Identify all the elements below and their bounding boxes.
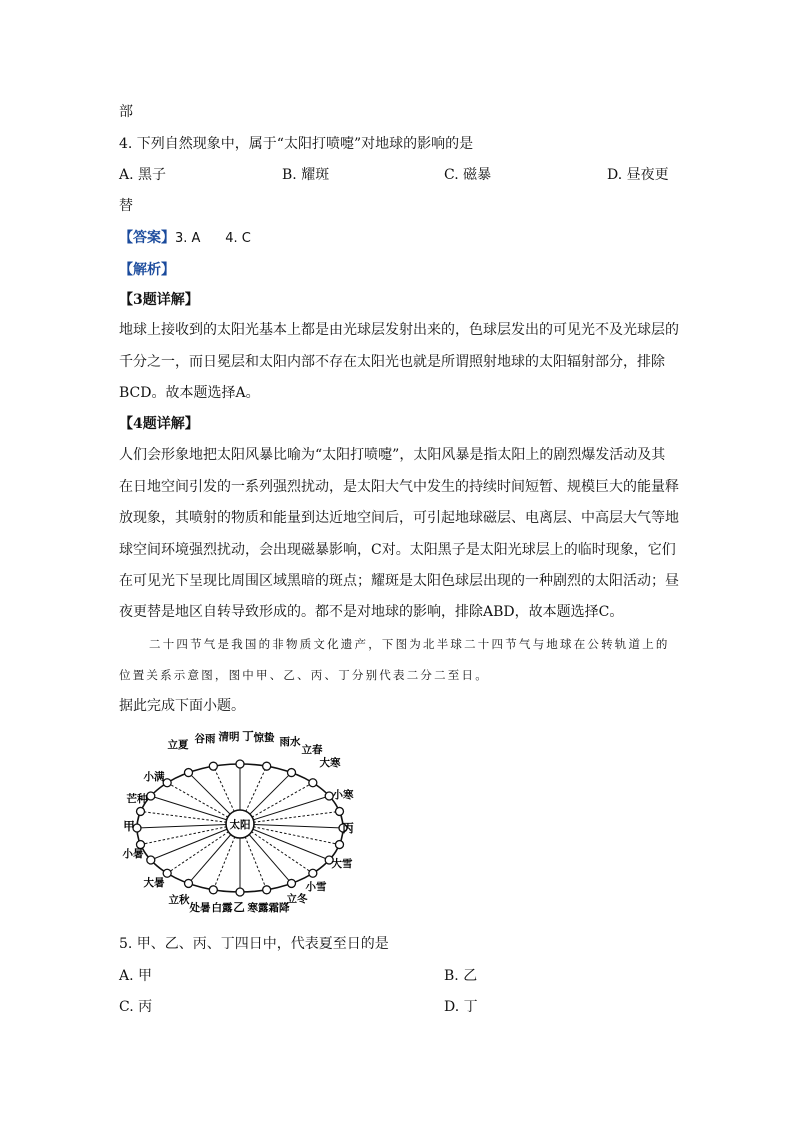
q4-option-d: D. 昼夜更 [607, 167, 669, 183]
intro-instruction: 据此完成下面小题。 [119, 698, 245, 714]
q4-detail-line: 人们会形象地把太阳风暴比喻为“太阳打喷嚏”，太阳风暴是指太阳上的剧烈爆发活动及其 [119, 447, 666, 463]
fragment-text: 部 [119, 104, 133, 120]
orbit-position-dot [209, 762, 217, 770]
orbit-position-dot [236, 888, 244, 896]
orbit-position-dot [309, 869, 317, 877]
term-label: 丁 [242, 729, 254, 743]
solar-terms-orbit-diagram [112, 726, 362, 916]
orbit-position-dot [185, 769, 193, 777]
term-label: 霜降 [268, 902, 290, 914]
question-4-stem: 4. 下列自然现象中，属于“太阳打喷嚏”对地球的影响的是 [119, 136, 474, 152]
intro-line: 位置关系示意图，图中甲、乙、丙、丁分别代表二分二至日。 [119, 668, 489, 682]
orbit-position-dot [288, 879, 296, 887]
orbit-position-dot [263, 762, 271, 770]
term-label: 立夏 [167, 739, 189, 751]
orbit-position-dot [147, 856, 155, 864]
term-label: 大暑 [143, 877, 165, 889]
q4-detail-line: 在日地空间引发的一系列强烈扰动，是太阳大气中发生的持续时间短暂、规模巨大的能量释 [119, 479, 679, 495]
q4-detail-line: 在可见光下呈现比周围区域黑暗的斑点；耀斑是太阳色球层出现的一种剧烈的太阳活动；昼 [119, 573, 679, 589]
q4-option-a: A. 黑子 [119, 167, 167, 183]
term-label: 芒种 [126, 793, 148, 805]
question-5-stem: 5. 甲、乙、丙、丁四日中，代表夏至日的是 [119, 936, 389, 952]
term-label: 小雪 [305, 881, 327, 893]
term-label: 谷雨 [194, 733, 216, 745]
answer-line [119, 228, 251, 249]
orbit-position-dot [147, 792, 155, 800]
sun-label: 太阳 [229, 819, 251, 831]
q4-option-d-continued: 替 [119, 198, 133, 214]
orbit-position-dot [335, 807, 343, 815]
orbit-position-dot [236, 760, 244, 768]
intro-line: 二十四节气是我国的非物质文化遗产，下图为北半球二十四节气与地球在公转轨道上的 [149, 637, 670, 651]
q4-option-b: B. 耀斑 [282, 167, 330, 183]
q3-detail-tag: 【3题详解】 [119, 292, 199, 308]
q4-detail-line: 放现象，其喷射的物质和能量到达近地空间后，可引起地球磁层、电离层、中高层大气等地 [119, 510, 679, 526]
orbit-position-dot [288, 769, 296, 777]
orbit-position-dot [263, 886, 271, 894]
term-label: 清明 [218, 731, 240, 743]
term-label: 甲 [123, 819, 135, 833]
term-label: 小满 [143, 771, 165, 783]
orbit-position-dot [309, 779, 317, 787]
term-label: 丙 [342, 821, 354, 835]
q4-detail-tag: 【4题详解】 [119, 416, 199, 432]
q5-option-a: A. 甲 [119, 968, 153, 984]
term-label: 小寒 [332, 789, 354, 801]
q3-detail-line: 地球上接收到的太阳光基本上都是由光球层发射出来的，色球层发出的可见光不及光球层的 [119, 322, 679, 338]
term-label: 大寒 [319, 757, 341, 769]
orbit-spoke [240, 811, 339, 824]
term-label: 立秋 [168, 894, 190, 906]
term-label: 寒露 [247, 902, 269, 914]
orbit-position-dot [209, 886, 217, 894]
q5-option-b: B. 乙 [444, 968, 478, 984]
orbit-position-dot [137, 807, 145, 815]
term-label: 惊蛰 [253, 732, 275, 744]
term-label: 小暑 [122, 848, 144, 860]
answer-text: 3. A 4. C [175, 231, 251, 246]
term-label: 大雪 [331, 858, 353, 870]
orbit-spoke [141, 811, 240, 824]
term-label: 立春 [301, 744, 323, 756]
q5-option-c: C. 丙 [119, 999, 153, 1015]
q4-option-c: C. 磁暴 [444, 167, 492, 183]
term-label: 立冬 [286, 893, 308, 905]
orbit-position-dot [335, 841, 343, 849]
term-label: 乙 [233, 900, 245, 914]
q5-option-d: D. 丁 [444, 999, 478, 1015]
q3-detail-line: BCD。故本题选择A。 [119, 385, 260, 401]
q3-detail-line: 千分之一，而日冕层和太阳内部不存在太阳光也就是所谓照射地球的太阳辐射部分，排除 [119, 354, 665, 370]
term-label: 雨水 [279, 736, 301, 748]
answer-tag: 【答案】 [119, 230, 175, 246]
orbit-position-dot [185, 879, 193, 887]
term-label: 处暑 [189, 902, 211, 914]
q4-detail-line: 夜更替是地区自转导致形成的。都不是对地球的影响，排除ABD，故本题选择C。 [119, 604, 624, 620]
q4-detail-line: 球空间环境强烈扰动，会出现磁暴影响，C对。太阳黑子是太阳光球层上的临时现象，它们 [119, 542, 676, 558]
term-label: 白露 [211, 902, 233, 914]
analysis-tag: 【解析】 [119, 262, 175, 278]
